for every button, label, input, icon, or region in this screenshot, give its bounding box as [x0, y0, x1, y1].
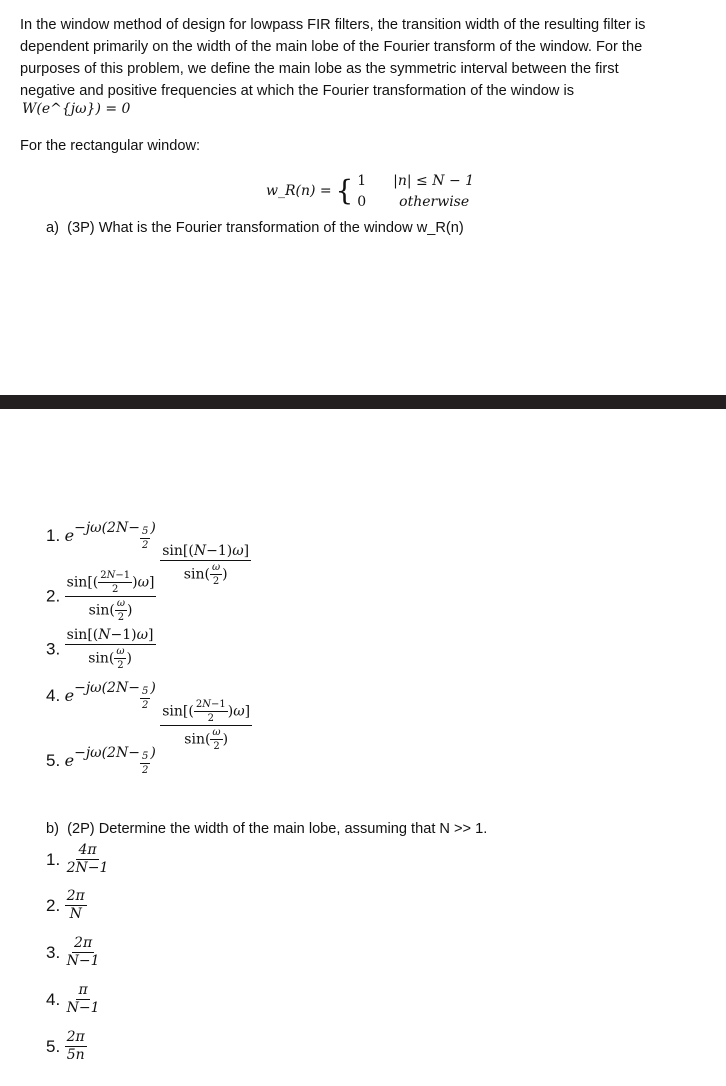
fraction-numerator: 2π [72, 936, 94, 953]
brace-icon: { [335, 174, 354, 207]
intro-paragraph [20, 14, 710, 102]
fraction-denominator: 2N−1 [66, 860, 109, 877]
window-cases [357, 170, 474, 212]
case1-condition: |n| ≤ N − 1 [393, 173, 475, 189]
fraction-numerator: 2π [65, 1030, 87, 1047]
part-a-label: a) [46, 220, 59, 236]
section-divider [0, 395, 726, 409]
fraction-denominator: N [69, 906, 82, 923]
fraction-numerator: 4π [76, 843, 98, 860]
part-a-text: What is the Fourier transformation of the window w_R(n) [98, 220, 464, 236]
window-definition [266, 170, 474, 212]
option-number: 1. [46, 849, 61, 869]
option-number: 2. [46, 586, 61, 606]
fraction-denominator: N−1 [66, 953, 100, 970]
intro-line: dependent primarily on the width of the main lobe of the Fourier transform of the window. For the [20, 39, 643, 55]
part-b-option-4[interactable] [46, 983, 102, 1017]
part-a-option-1[interactable]: 1. e−jω(2N− $\frac{5}{2}$ ) sin[(N−1)ω] sin( $\frac{\omega}{2}$ ) [46, 520, 250, 588]
fraction-denominator: N−1 [66, 1000, 100, 1017]
option-number: 2. [46, 895, 61, 915]
case1-value: 1 [357, 173, 367, 189]
part-b-option-1[interactable] [46, 843, 110, 877]
fraction-denominator: 5n [66, 1047, 85, 1064]
part-b-question [46, 821, 487, 837]
option-number: 5. [46, 1036, 61, 1056]
window-lhs: w_R(n) = [266, 183, 332, 199]
part-a-option-4[interactable]: 4. e−jω(2N− $\frac{5}{2}$ ) sin[( $\frac{2N-1}{2}$ )ω] sin( $\frac{\omega}{2}$ ) [46, 680, 251, 752]
case2-value: 0 [357, 194, 367, 210]
part-b-points: (2P) [67, 821, 95, 837]
part-a-question [46, 220, 464, 236]
option-text-store [0, 0, 1, 1]
intro-line: purposes of this problem, we define the main lobe as the symmetric interval between the first [20, 61, 619, 77]
option-number: 1. [46, 526, 61, 545]
part-a-option-3[interactable]: 3. sin[(N−1)ω] sin( $\frac{\omega}{2}$ ) [46, 627, 154, 672]
part-a-option-5[interactable]: 5. e−jω(2N− $\frac{5}{2}$ ) [46, 745, 156, 776]
intro-line: In the window method of design for lowpass FIR filters, the transition width of the resulting filter is [20, 17, 646, 33]
part-a-option-2[interactable]: 2. sin[( $\frac{2N-1}{2}$ )ω] sin( $\frac{\omega}{2}$ ) [46, 570, 155, 623]
fraction-numerator: π [76, 983, 89, 1000]
part-b-text: Determine the width of the main lobe, assuming that N >> 1. [98, 821, 488, 837]
part-a-points: (3P) [67, 220, 95, 236]
fraction-numerator: 2π [65, 889, 87, 906]
option-number: 4. [46, 686, 61, 705]
option-number: 3. [46, 942, 61, 962]
part-b-option-5[interactable] [46, 1030, 87, 1064]
zero-condition: W(e^{jω}) = 0 [22, 101, 131, 117]
rect-window-label: For the rectangular window: [20, 138, 201, 154]
part-b-option-3[interactable] [46, 936, 102, 970]
option-text [0, 0, 1, 1]
option-number: 5. [46, 751, 61, 770]
case2-condition: otherwise [399, 194, 470, 210]
part-b-label: b) [46, 821, 59, 837]
part-b-option-2[interactable] [46, 889, 87, 923]
option-number: 3. [46, 639, 61, 659]
option-number: 4. [46, 989, 61, 1009]
intro-line: negative and positive frequencies at which the Fourier transformation of the window is [20, 83, 575, 99]
